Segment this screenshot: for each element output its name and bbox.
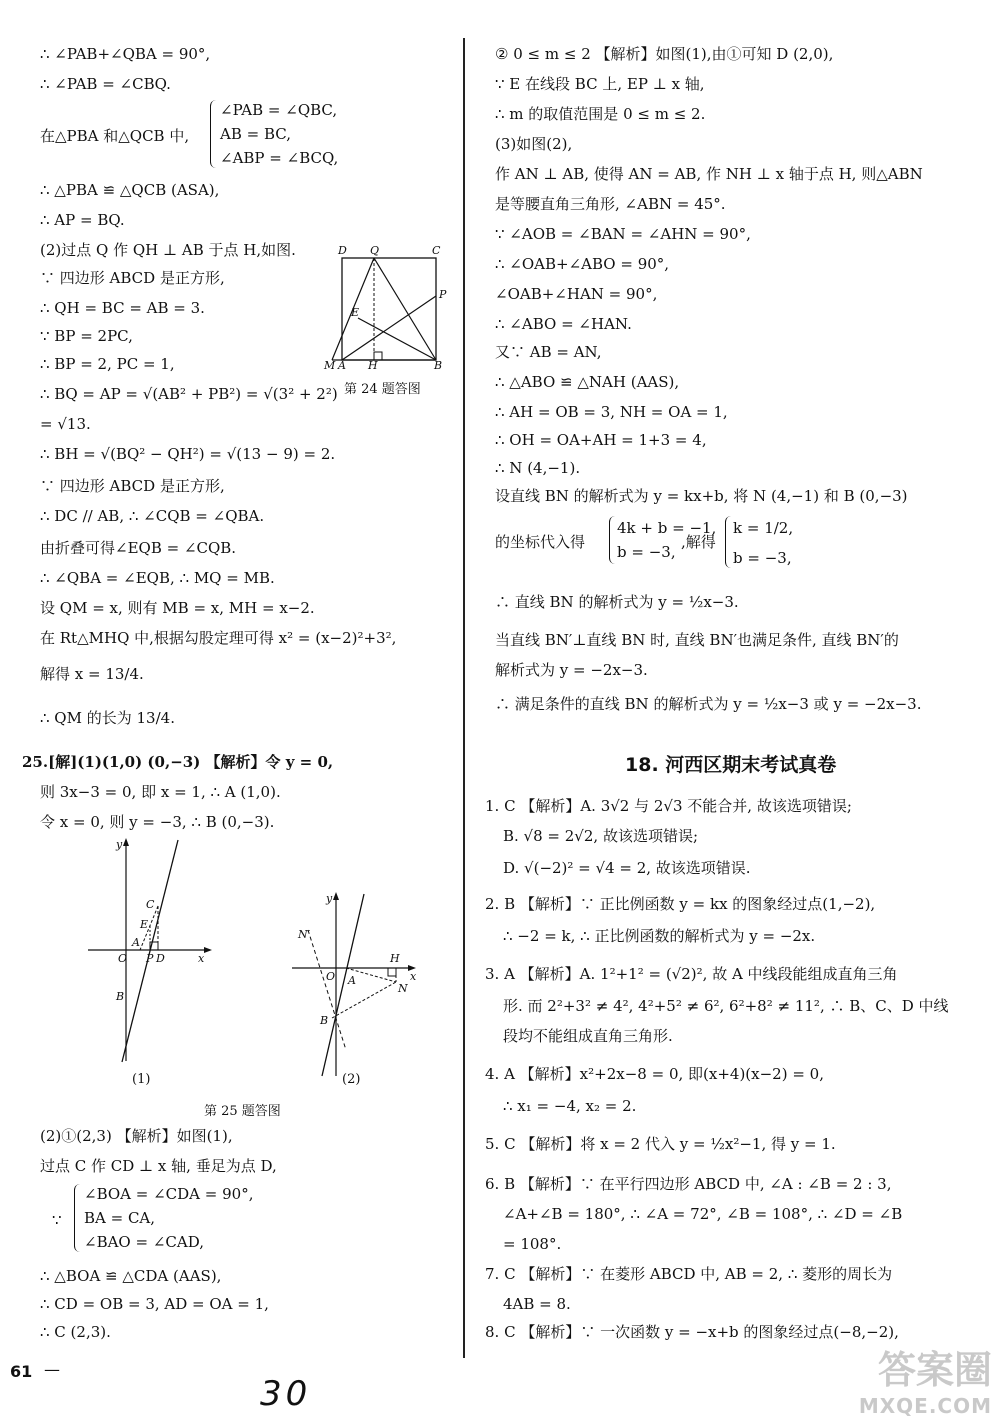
answer-line: 6. B 【解析】∵ 在平行四边形 ABCD 中, ∠A : ∠B = 2 : 3, [485,1175,892,1193]
answer-line: 3. A 【解析】A. 1²+1² = (√2)², 故 A 中线段能组成直角三角 [485,965,898,983]
brace-line: b = −3, [733,549,792,567]
watermark-text: 答案圈 [877,1348,992,1392]
proof-line: 是等腰直角三角形, ∠ABN = 45°. [495,195,726,213]
proof-line: 由折叠可得∠EQB = ∠CQB. [40,539,237,557]
proof-line: ∠OAB+∠HAN = 90°, [495,285,658,303]
fig25-label: N [398,982,408,995]
answer-line: 段均不能组成直角三角形. [503,1027,673,1045]
proof-line: ∴ BH = √(BQ² − QH²) = √(13 − 9) = 2. [40,445,336,463]
proof-line: ∵ E 在线段 BC 上, EP ⊥ x 轴, [495,75,705,93]
proof-line: ∵ 四边形 ABCD 是正方形, [40,269,225,287]
proof-line: 设直线 BN 的解析式为 y = kx+b, 将 N (4,−1) 和 B (0,−3) [495,487,908,505]
proof-line: ∴ m 的取值范围是 0 ≤ m ≤ 2. [495,105,706,123]
answer-line: ∴ −2 = k, ∴ 正比例函数的解析式为 y = −2x. [503,927,816,945]
proof-line: = √13. [40,415,91,433]
fig24-label: B [434,359,443,370]
q25-line: 则 3x−3 = 0, 即 x = 1, ∴ A (1,0). [40,783,281,801]
proof-line: 作 AN ⊥ AB, 使得 AN = AB, 作 NH ⊥ x 轴于点 H, 则△ABN [495,165,923,183]
proof-line: ∴ ∠QBA = ∠EQB, ∴ MQ = MB. [40,569,275,587]
proof-line: ∵ ∠AOB = ∠BAN = ∠AHN = 90°, [495,225,751,243]
right-brace [609,516,616,564]
proof-line: 过点 C 作 CD ⊥ x 轴, 垂足为点 D, [40,1157,277,1175]
proof-line: ∴ 直线 BN 的解析式为 y = ½x−3. [495,593,739,611]
column-divider [463,38,465,1358]
handwritten-note: 30 [260,1374,312,1414]
fig24-label: E [351,306,360,319]
proof-line: 又∵ AB = AN, [495,343,602,361]
fig25-label: D [156,952,165,965]
brace-line: AB = BC, [220,125,291,143]
fig25-label: B [320,1014,329,1027]
figure-25-caption: 第 25 题答图 [204,1104,281,1119]
proof-line: ∴ CD = OB = 3, AD = OA = 1, [40,1295,269,1313]
answer-line: ∴ x₁ = −4, x₂ = 2. [503,1097,637,1115]
figure-25-sub-1: (1) [132,1072,151,1087]
proof-line: 解析式为 y = −2x−3. [495,661,648,679]
watermark-logo [859,1339,992,1418]
answer-line: B. √8 = 2√2, 故该选项错误; [503,827,699,845]
right-brace [725,516,732,568]
proof-line: ∴ QH = BC = AB = 3. [40,299,205,317]
proof-line: ∴ QM 的长为 13/4. [40,709,175,727]
left-brace [210,100,217,168]
answer-line: 2. B 【解析】∵ 正比例函数 y = kx 的图象经过点(1,−2), [485,895,876,913]
fig25-label: O [118,952,128,965]
proof-line: ∴ BQ = AP = √(AB² + PB²) = √(3² + 2²) [40,385,338,403]
proof-line: ∴ 满足条件的直线 BN 的解析式为 y = ½x−3 或 y = −2x−3. [495,695,922,713]
brace-line: ∠PAB = ∠QBC, [220,101,338,119]
proof-line: ∴ △BOA ≌ △CDA (AAS), [40,1267,222,1285]
answer-line: 1. C 【解析】A. 3√2 与 2√3 不能合并, 故该选项错误; [485,797,852,815]
proof-line: 在 Rt△MHQ 中,根据勾股定理可得 x² = (x−2)²+3², [40,629,397,647]
proof-line: 设 QM = x, 则有 MB = x, MH = x−2. [40,599,315,617]
proof-line: ∴ ∠PAB+∠QBA = 90°, [40,45,211,63]
proof-line: ∴ DC // AB, ∴ ∠CQB = ∠QBA. [40,507,265,525]
proof-line: ∴ AP = BQ. [40,211,125,229]
figure-25-graph-1 [80,836,220,1066]
brace-line: ∠ABP = ∠BCQ, [220,149,339,167]
proof-line: ∴ ∠ABO = ∠HAN. [495,315,632,333]
because-symbol: ∵ [52,1211,62,1229]
proof-line: (3)如图(2), [495,135,573,153]
answer-line: ∠A+∠B = 180°, ∴ ∠A = 72°, ∠B = 108°, ∴ ∠D = ∠B [503,1205,903,1223]
fig24-label: H [368,359,378,370]
answer-line: 5. C 【解析】将 x = 2 代入 y = ½x²−1, 得 y = 1. [485,1135,836,1153]
fig25-label: H [390,952,400,965]
proof-line: 当直线 BN′⊥直线 BN 时, 直线 BN′也满足条件, 直线 BN′的 [495,631,899,649]
fig25-label: x [198,952,205,965]
fig25-label: E [140,918,149,931]
brace-line: k = 1/2, [733,519,794,537]
brace-line: ∠BOA = ∠CDA = 90°, [84,1185,254,1203]
figure-24 [318,240,458,370]
fig24-label: D [338,244,347,257]
answer-line: 4. A 【解析】x²+2x−8 = 0, 即(x+4)(x−2) = 0, [485,1065,824,1083]
proof-line: ② 0 ≤ m ≤ 2 【解析】如图(1),由①可知 D (2,0), [495,45,834,63]
proof-line: ∴ ∠PAB = ∠CBQ. [40,75,171,93]
proof-line: ∴ AH = OB = 3, NH = OA = 1, [495,403,728,421]
proof-line: (2)过点 Q 作 QH ⊥ AB 于点 H,如图. [40,241,296,259]
solve-word: ,解得 [681,533,716,551]
answer-line: = 108°. [503,1235,562,1253]
proof-line: 的坐标代入得 [495,533,586,551]
proof-line: ∴ C (2,3). [40,1323,111,1341]
proof-line: ∵ BP = 2PC, [40,327,133,345]
figure-24-caption: 第 24 题答图 [344,382,421,397]
fig25-label: O [326,970,336,983]
brace-line: b = −3, [617,543,676,561]
fig25-label: N′ [298,928,311,941]
q25-line: 25.[解](1)(1,0) (0,−3) 【解析】令 y = 0, [22,753,334,771]
answer-line: 7. C 【解析】∵ 在菱形 ABCD 中, AB = 2, ∴ 菱形的周长为 [485,1265,893,1283]
proof-line: ∴ ∠OAB+∠ABO = 90°, [495,255,670,273]
watermark-url: MXQE.COM [858,1394,992,1418]
fig25-label: C [146,898,155,911]
figure-25-sub-2: (2) [342,1072,361,1087]
proof-line: 在△PBA 和△QCB 中, [40,127,190,145]
left-brace [74,1184,81,1252]
proof-line: ∴ OH = OA+AH = 1+3 = 4, [495,431,707,449]
fig25-label: A [132,936,140,949]
section-title: 18. 河西区期末考试真卷 [625,754,837,776]
fig25-label: y [116,838,123,851]
brace-line: ∠BAO = ∠CAD, [84,1233,204,1251]
fig24-label: A [338,359,346,370]
proof-line: ∴ △PBA ≌ △QCB (ASA), [40,181,220,199]
fig25-label: y [326,892,333,905]
fig25-label: B [116,990,125,1003]
fig25-label: x [410,970,417,983]
fig25-label: P [146,952,154,965]
fig24-label: M [324,359,336,370]
brace-line: BA = CA, [84,1209,156,1227]
proof-line: ∴ N (4,−1). [495,459,581,477]
proof-line: ∵ 四边形 ABCD 是正方形, [40,477,225,495]
figure-25-graph-2 [288,890,428,1080]
page-number: 61 [10,1362,33,1381]
fig24-label: Q [370,244,380,257]
proof-line: ∴ △ABO ≌ △NAH (AAS), [495,373,680,391]
fig24-label: C [432,244,441,257]
answer-line: D. √(−2)² = √4 = 2, 故该选项错误. [503,859,751,877]
answer-line: 4AB = 8. [503,1295,571,1313]
proof-line: (2)①(2,3) 【解析】如图(1), [40,1127,233,1145]
page-dash: — [44,1360,60,1379]
brace-line: 4k + b = −1, [617,519,717,537]
fig24-label: P [439,288,447,301]
answer-line: 形. 而 2²+3² ≠ 4², 4²+5² ≠ 6², 6²+8² ≠ 11², ∴ B、C、D 中线 [503,997,949,1015]
proof-line: ∴ BP = 2, PC = 1, [40,355,175,373]
proof-line: 解得 x = 13/4. [40,665,144,683]
answer-line: 8. C 【解析】∵ 一次函数 y = −x+b 的图象经过点(−8,−2), [485,1323,899,1341]
q25-line: 令 x = 0, 则 y = −3, ∴ B (0,−3). [40,813,275,831]
fig25-label: A [348,974,356,987]
